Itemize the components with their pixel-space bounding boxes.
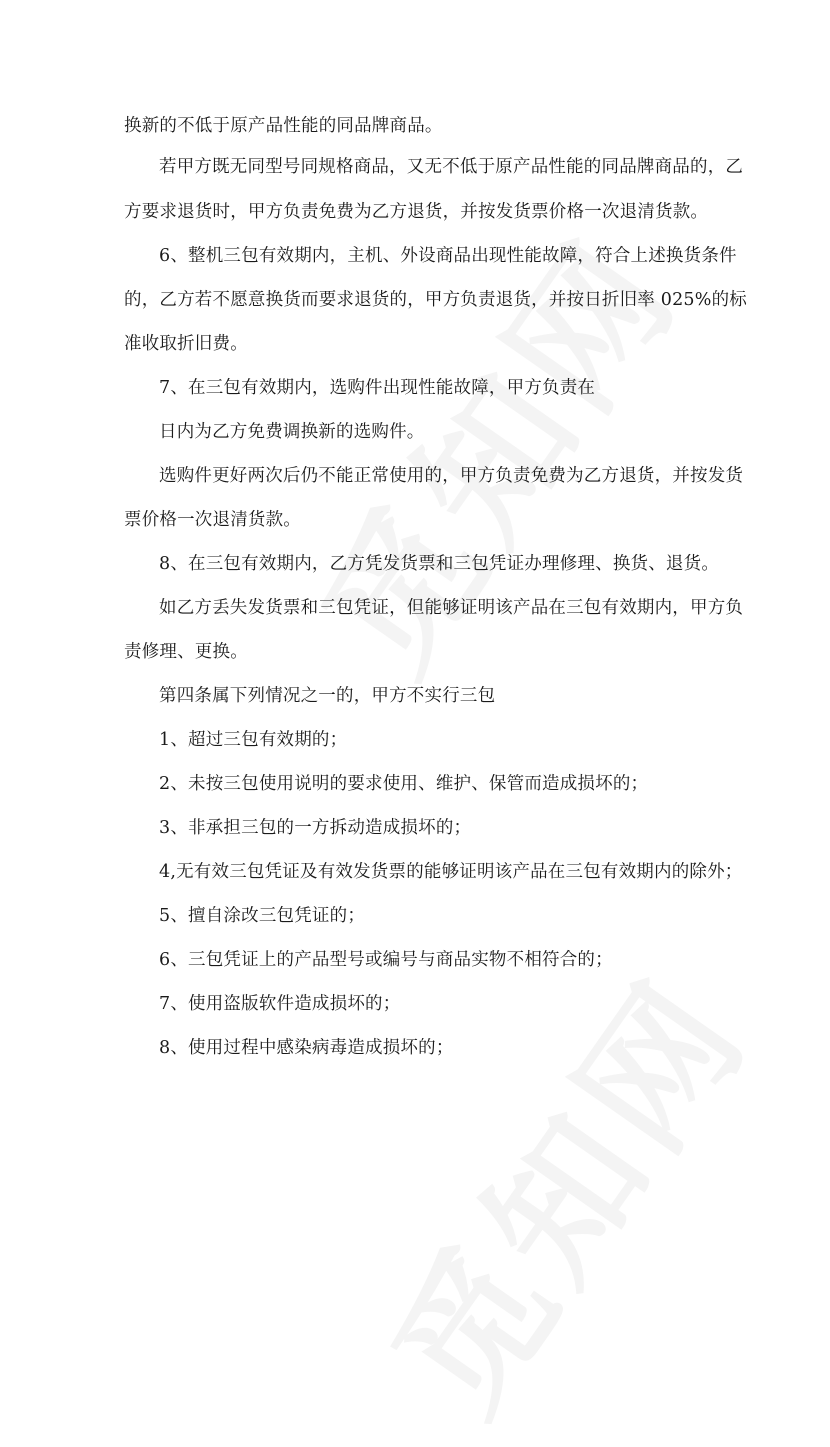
- watermark: [334, 929, 786, 1446]
- paragraph-line: 方要求退货时，甲方负责免费为乙方退货，并按发货票价格一次退清货款。: [124, 202, 709, 222]
- list-item: 1、超过三包有效期的；: [159, 730, 348, 750]
- paragraph-line: 8、在三包有效期内，乙方凭发货票和三包凭证办理修理、换货、退货。: [159, 554, 720, 574]
- list-item: 2、未按三包使用说明的要求使用、维护、保管而造成损坏的；: [159, 774, 649, 794]
- list-item: 3、非承担三包的一方拆动造成损坏的；: [159, 818, 472, 838]
- paragraph-line: 6、整机三包有效期内，主机、外设商品出现性能故障，符合上述换货条件: [159, 246, 737, 266]
- list-item: 6、三包凭证上的产品型号或编号与商品实物不相符合的；: [159, 950, 613, 970]
- paragraph-line: 7、在三包有效期内，选购件出现性能故障，甲方负责在: [159, 378, 596, 398]
- section-heading: 第四条属下列情况之一的，甲方不实行三包: [159, 686, 496, 706]
- list-item: 5、擅自涂改三包凭证的；: [159, 906, 366, 926]
- paragraph-line: 票价格一次退清货款。: [124, 510, 301, 530]
- paragraph-line: 换新的不低于原产品性能的同品牌商品。: [124, 116, 443, 136]
- list-item: 7、使用盗版软件造成损坏的；: [159, 994, 401, 1014]
- paragraph-line: 如乙方丢失发货票和三包凭证，但能够证明该产品在三包有效期内，甲方负: [159, 598, 744, 618]
- paragraph-line: 若甲方既无同型号同规格商品，又无不低于原产品性能的同品牌商品的，乙: [159, 157, 744, 177]
- list-item: 4,无有效三包凭证及有效发货票的能够证明该产品在三包有效期内的除外；: [159, 862, 743, 882]
- paragraph-line: 选购件更好两次后仍不能正常使用的，甲方负责免费为乙方退货，并按发货: [159, 466, 744, 486]
- paragraph-line: 的，乙方若不愿意换货而要求退货的，甲方负责退货，并按日折旧率 025%的标: [124, 290, 747, 310]
- paragraph-line: 日内为乙方免费调换新的选购件。: [159, 422, 425, 442]
- paragraph-line: 准收取折旧费。: [124, 334, 248, 354]
- paragraph-line: 责修理、更换。: [124, 642, 248, 662]
- list-item: 8、使用过程中感染病毒造成损坏的；: [159, 1038, 454, 1058]
